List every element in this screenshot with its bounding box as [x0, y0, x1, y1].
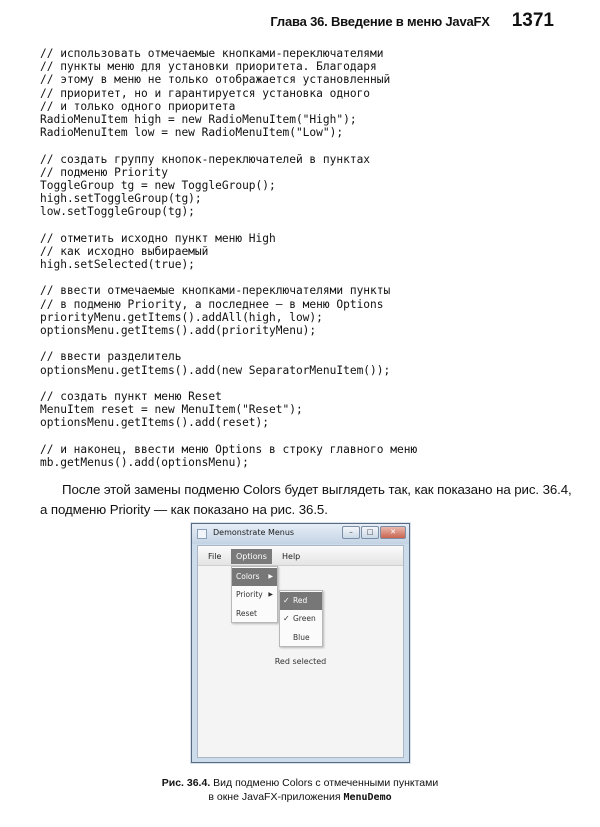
- code-line: [40, 429, 570, 442]
- menu-item-label: Colors: [236, 572, 260, 581]
- code-line: ToggleGroup tg = new ToggleGroup();: [40, 178, 276, 192]
- code-line: // в подменю Priority, а последнее — в меню Options: [40, 297, 384, 311]
- options-dropdown: [231, 566, 278, 623]
- menu-item-label: Green: [293, 614, 316, 623]
- code-line: // этому в меню не только отображается установленный: [40, 73, 391, 87]
- status-label: Red selected: [274, 657, 327, 666]
- code-line: // и наконец, ввести меню Options в строку главного меню: [40, 442, 418, 456]
- body-paragraph: После этой замены подменю Colors будет выглядеть так, как показано на рис. 36.4, а подменю Priority — как показано на рис. 36.5.: [40, 482, 572, 517]
- app-window-screenshot: [191, 523, 410, 763]
- checkmark-icon: ✓: [283, 614, 290, 623]
- code-line: [40, 218, 570, 231]
- code-line: // подменю Priority: [40, 165, 168, 179]
- code-line: // как исходно выбираемый: [40, 244, 209, 258]
- code-line: optionsMenu.getItems().add(new SeparatorMenuItem());: [40, 363, 391, 377]
- menu-file[interactable]: File: [208, 552, 222, 561]
- code-line: optionsMenu.getItems().add(reset);: [40, 416, 270, 430]
- code-line: // ввести разделитель: [40, 350, 182, 364]
- menu-item-red[interactable]: [280, 592, 322, 610]
- code-line: [40, 271, 570, 284]
- caption-line1: Вид подменю Colors с отмеченными пунктами: [213, 777, 439, 789]
- caption-label: Рис. 36.4.: [161, 777, 211, 789]
- checkmark-icon: ✓: [283, 596, 290, 605]
- code-line: [40, 139, 570, 152]
- menu-options[interactable]: Options: [231, 549, 272, 564]
- code-line: // создать группу кнопок-переключателей в пунктах: [40, 152, 371, 166]
- menu-item-reset[interactable]: [232, 605, 277, 623]
- page-header: [270, 10, 554, 32]
- code-line: RadioMenuItem high = new RadioMenuItem("High");: [40, 112, 357, 126]
- menu-item-label: Priority: [236, 590, 263, 599]
- caption-line2: в окне JavaFX-приложения: [208, 791, 341, 803]
- menu-item-green[interactable]: [280, 610, 322, 628]
- maximize-icon[interactable]: □: [361, 526, 379, 539]
- menu-item-label: Red: [293, 596, 308, 605]
- code-line: // ввести отмечаемые кнопками-переключателями пункты: [40, 284, 391, 298]
- menu-item-label: Blue: [293, 633, 310, 642]
- caption-app-name: MenuDemo: [343, 792, 392, 803]
- code-line: high.setSelected(true);: [40, 258, 195, 271]
- code-line: low.setToggleGroup(tg);: [40, 205, 195, 219]
- code-line: RadioMenuItem low = new RadioMenuItem("Low");: [40, 126, 344, 140]
- window-titlebar: [192, 524, 409, 544]
- submenu-arrow-icon: ▶: [268, 573, 273, 580]
- page-number: 1371: [511, 10, 554, 31]
- code-line: optionsMenu.getItems().add(priorityMenu);: [40, 323, 317, 337]
- code-line: [40, 377, 570, 390]
- figure-caption: [40, 776, 560, 805]
- code-line: [40, 337, 570, 350]
- menu-help[interactable]: Help: [282, 552, 301, 561]
- code-line: // использовать отмечаемые кнопками-переключателями: [40, 47, 384, 60]
- code-line: mb.getMenus().add(optionsMenu);: [40, 455, 249, 469]
- code-line: // приоритет, но и гарантируется установка одного: [40, 86, 371, 100]
- window-client-area: [197, 545, 404, 758]
- colors-submenu: [279, 590, 323, 647]
- code-line: // создать пункт меню Reset: [40, 389, 222, 403]
- menu-item-priority[interactable]: [232, 586, 277, 604]
- window-app-icon: [197, 529, 207, 539]
- code-line: high.setToggleGroup(tg);: [40, 192, 202, 206]
- code-listing: [40, 47, 570, 469]
- menu-item-colors[interactable]: [232, 568, 277, 586]
- window-title: Demonstrate Menus: [213, 528, 295, 537]
- chapter-title: Глава 36. Введение в меню JavaFX: [270, 14, 490, 29]
- submenu-arrow-icon: ▶: [268, 591, 273, 598]
- code-line: // и только одного приоритета: [40, 99, 236, 113]
- close-icon[interactable]: ✕: [380, 526, 406, 539]
- code-line: MenuItem reset = new MenuItem("Reset");: [40, 403, 303, 417]
- code-line: // отметить исходно пункт меню High: [40, 231, 276, 245]
- menu-item-label: Reset: [236, 609, 257, 618]
- code-line: // пункты меню для установки приоритета. Благодаря: [40, 60, 377, 74]
- menu-bar: [198, 546, 403, 566]
- minimize-icon[interactable]: –: [342, 526, 360, 539]
- menu-item-blue[interactable]: [280, 629, 322, 647]
- code-line: priorityMenu.getItems().addAll(high, low);: [40, 310, 323, 324]
